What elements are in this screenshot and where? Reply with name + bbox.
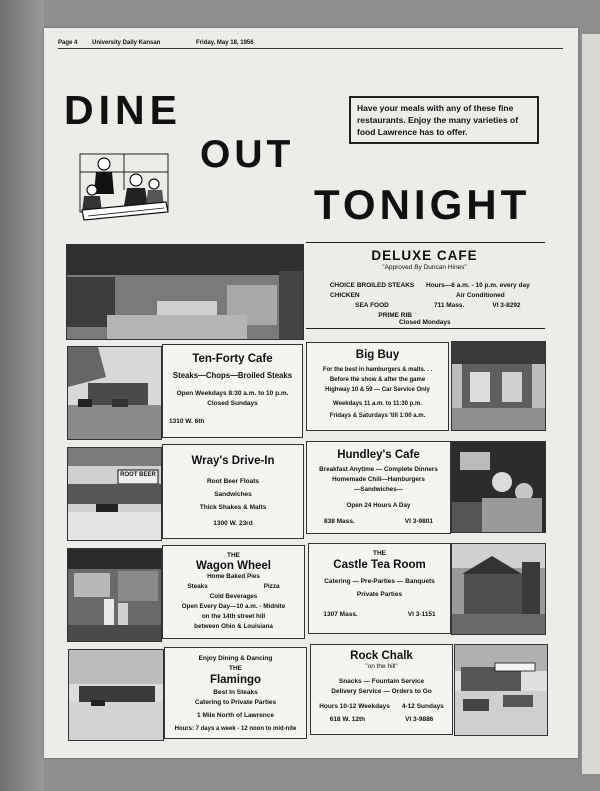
adjacent-page-edge [582,34,600,774]
hundleys-photo [451,441,546,533]
wagon-wheel-location: between Ohio & Louisiana [194,623,273,630]
ten-forty-closed: Closed Sundays [207,400,258,407]
wrays-line: Thick Shakes & Malts [199,504,267,511]
deluxe-hours: Hours—6 a.m. - 10 p.m. every day [426,282,530,289]
issue-date: Friday, May 18, 1956 [196,40,254,46]
deluxe-menu-item: SEA FOOD [355,302,389,309]
castle-name: Castle Tea Room [333,559,426,571]
ten-forty-ad [162,344,303,438]
headline-dine: DINE [64,87,182,133]
castle-tea-room-photo [451,543,546,635]
castle-address: 1307 Mass. [323,611,358,618]
wagon-wheel-name: Wagon Wheel [196,560,271,572]
big-buy-line: Before the show & after the game [329,377,426,383]
rock-chalk-photo [454,644,548,736]
flamingo-ad [164,647,307,739]
paper-name: University Daily Kansan [92,40,161,46]
rock-chalk-name: Rock Chalk [350,650,413,662]
flamingo-line: Catering to Private Parties [194,699,277,706]
deluxe-top-rule [306,242,545,243]
wagon-wheel-ad [162,545,305,639]
deluxe-menu-item: CHOICE BROILED STEAKS [329,282,415,289]
castle-line: Private Parties [356,591,403,598]
wagon-wheel-hours: Open Every Day—10 a.m. - Midnite [181,603,286,610]
page-number: Page 4 [58,40,78,46]
wrays-address: 1300 W. 23rd [213,520,253,527]
ten-forty-photo [67,346,162,440]
deluxe-address: 711 Mass. [434,302,465,309]
rock-chalk-hours-sundays: 4-12 Sundays [401,703,444,710]
deluxe-cafe-tagline: "Approved By Duncan Hines" [382,264,467,271]
ten-forty-menu: Steaks—Chops—Broiled Steaks [172,371,293,380]
flamingo-hours: Hours: 7 days a week - 12 noon to mid-nite [174,726,297,732]
headline-out: OUT [200,133,295,176]
castle-phone: VI 3-1151 [407,611,436,618]
flamingo-photo [68,649,164,741]
deluxe-closed: Closed Mondays [399,319,451,326]
big-buy-hours: Weekdays 11 a.m. to 11:30 p.m. [333,401,422,407]
ten-forty-name: Ten-Forty Cafe [192,353,273,365]
wagon-wheel-line: Cold Beverages [209,593,258,600]
rock-chalk-ad [310,644,453,735]
deluxe-ac: Air Conditioned [456,292,505,299]
deluxe-menu-item: PRIME RIB [378,312,412,319]
deluxe-info [426,281,546,311]
wrays-ad [162,444,304,539]
deluxe-menu [320,281,424,321]
hundleys-address: 838 Mass. [324,518,355,525]
deluxe-menu-item: CHICKEN [330,292,360,299]
big-buy-hours-weekend: Fridays & Saturdays 'till 1:00 a.m. [329,413,426,419]
big-buy-photo [451,341,546,431]
rock-chalk-tagline: "on the hill" [365,663,398,670]
deluxe-cafe-name: DELUXE CAFE [371,248,478,263]
rock-chalk-line: Delivery Service — Orders to Go [331,688,432,695]
rock-chalk-line: Snacks — Fountain Service [338,678,425,685]
wagon-wheel-the: THE [227,552,240,559]
wrays-line: Sandwiches [214,491,252,498]
ten-forty-address: 1310 W. 6th [169,418,205,425]
big-buy-name: Big Buy [355,349,400,361]
scan-margin [0,0,44,791]
wrays-name: Wray's Drive-In [191,455,275,467]
flamingo-tagline: Enjoy Dining & Dancing [198,655,273,662]
castle-line: Catering — Pre-Parties — Banquets [324,578,435,585]
hundleys-hours: Open 24 Hours A Day [346,502,411,509]
wagon-wheel-photo [67,548,162,642]
flamingo-line: Best In Steaks [213,689,258,696]
castle-the: THE [373,550,386,557]
flamingo-location: 1 Mile North of Lawrence [197,712,274,719]
hundleys-line: Homemade Chili—Hamburgers [332,476,425,483]
wagon-wheel-line: Home Baked Pies [207,573,260,580]
rock-chalk-hours-weekdays: Hours 10-12 Weekdays [319,703,390,710]
hundleys-ad [306,441,451,534]
hundleys-line: —Sandwiches— [354,486,403,493]
diners-illustration [78,150,170,228]
rock-chalk-address: 618 W. 12th [329,716,366,723]
wrays-photo [67,447,162,541]
headline-tonight: TONIGHT [314,181,531,228]
hundleys-line: Breakfast Anytime — Complete Dinners [319,466,438,473]
deluxe-phone: VI 3-8292 [492,302,521,309]
flamingo-the: THE [229,665,242,672]
hundleys-name: Hundley's Cafe [337,449,420,461]
deluxe-cafe-photo [66,244,304,340]
masthead-rule [58,48,563,49]
wrays-line: Root Beer Floats [206,478,259,485]
big-buy-line: For the best in hamburgers & malts. . . [322,367,433,373]
wagon-wheel-steaks: Steaks [187,583,208,590]
hundleys-phone: VI 3-9801 [404,518,433,525]
deluxe-bottom-rule [306,328,545,329]
intro-box: Have your meals with any of these fine restaurants. Enjoy the many varieties of food Lawrence has to offer. [349,96,539,144]
big-buy-ad [306,342,449,431]
wagon-wheel-pizza: Pizza [263,583,280,590]
castle-tea-room-ad [308,543,451,634]
wagon-wheel-location: on the 14th street hill [201,613,266,620]
flamingo-name: Flamingo [209,674,262,686]
root-beer-sign: ROOT BEER [120,472,156,478]
big-buy-line: Highway 10 & 59 — Car Service Only [325,387,430,393]
rock-chalk-phone: VI 3-9886 [405,716,434,723]
ten-forty-hours: Open Weekdays 8:30 a.m. to 10 p.m. [176,390,289,397]
